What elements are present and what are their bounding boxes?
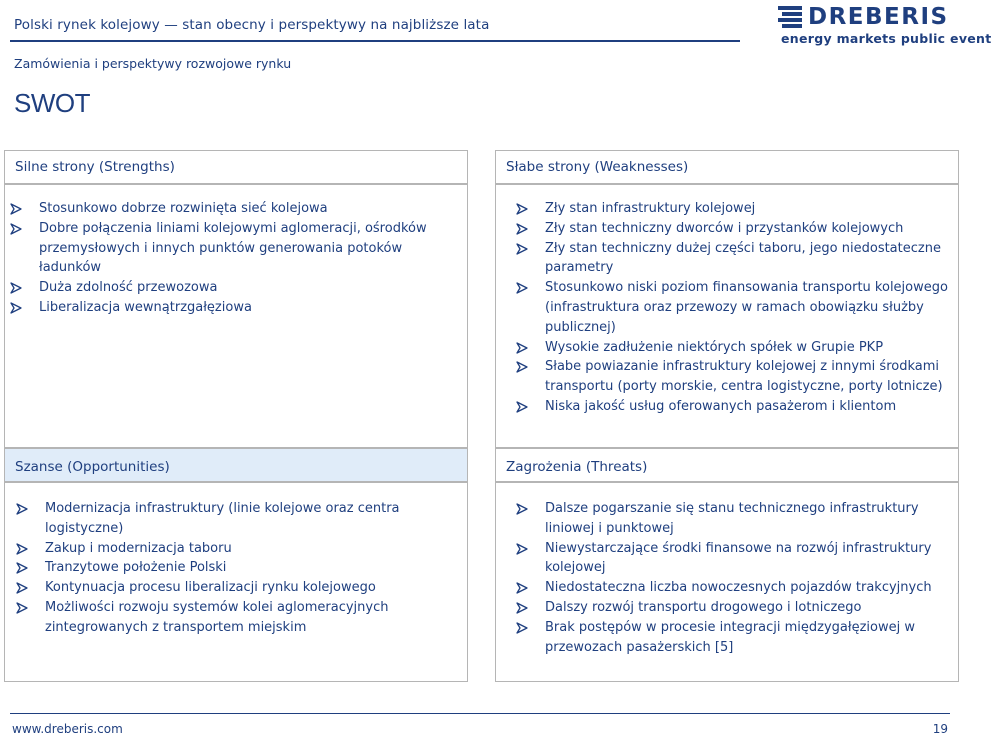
list-item	[5, 199, 455, 219]
arrow-bullet-icon	[516, 602, 528, 614]
list-item-text: Niedostateczna liczba nowoczesnych pojazdów trakcyjnych	[545, 580, 932, 596]
list-item-text: Niewystarczające środki finansowe na rozwój infrastruktury kolejowej	[545, 540, 932, 576]
list-item-text: Wysokie zadłużenie niektórych spółek w Grupie PKP	[545, 339, 884, 355]
list-item-text: Możliwości rozwoju systemów kolei aglomeracyjnych zintegrowanych z transportem miejskim	[45, 599, 389, 635]
logo-wordmark: DREBERIS	[808, 4, 949, 30]
arrow-bullet-icon	[516, 543, 528, 555]
page-title: SWOT	[14, 88, 90, 118]
arrow-bullet-icon	[516, 203, 528, 215]
list-item	[11, 578, 451, 598]
list-item	[511, 219, 951, 239]
opportunities-header-box	[4, 448, 468, 482]
arrow-bullet-icon	[16, 602, 28, 614]
list-item	[5, 219, 455, 278]
weaknesses-heading: Słabe strony (Weaknesses)	[506, 159, 689, 175]
arrow-bullet-icon	[516, 243, 528, 255]
strengths-heading: Silne strony (Strengths)	[15, 159, 175, 175]
weaknesses-box	[495, 184, 959, 448]
logo-stripes-icon	[778, 6, 802, 28]
list-item-text: Tranzytowe położenie Polski	[45, 560, 227, 576]
list-item	[511, 499, 951, 539]
arrow-bullet-icon	[16, 543, 28, 555]
list-item	[11, 499, 451, 539]
list-item-text: Dalsze pogarszanie się stanu technicznego infrastruktury liniowej i punktowej	[545, 501, 919, 536]
weaknesses-header-box	[495, 150, 959, 184]
arrow-bullet-icon	[10, 223, 22, 235]
opportunities-list	[11, 499, 451, 638]
footer-divider	[10, 713, 950, 714]
arrow-bullet-icon	[10, 203, 22, 215]
opportunities-heading: Szanse (Opportunities)	[15, 459, 170, 475]
list-item-text: Dobre połączenia liniami kolejowymi aglomeracji, ośrodków przemysłowych i innych punktów generowania potoków ładunków	[39, 220, 427, 276]
strengths-header-box	[4, 150, 468, 184]
presentation-title: Polski rynek kolejowy — stan obecny i perspektywy na najbliższe lata	[14, 17, 490, 33]
arrow-bullet-icon	[516, 282, 528, 294]
list-item-text: Stosunkowo dobrze rozwinięta sieć kolejowa	[39, 201, 328, 216]
list-item	[511, 278, 951, 337]
list-item-text: Niska jakość usług oferowanych pasażerom i klientom	[545, 398, 897, 414]
header-divider	[10, 40, 740, 42]
arrow-bullet-icon	[516, 223, 528, 235]
arrow-bullet-icon	[16, 582, 28, 594]
logo-tagline: energy markets public event	[781, 31, 992, 46]
list-item	[511, 357, 951, 397]
list-item-text: Słabe powiazanie infrastruktury kolejowej z innymi środkami transportu (porty morskie, centra logistyczne, porty lotnicze)	[545, 359, 943, 395]
list-item	[11, 558, 451, 578]
list-item	[511, 618, 951, 658]
opportunities-box	[4, 482, 468, 682]
arrow-bullet-icon	[516, 401, 528, 413]
list-item-text: Duża zdolność przewozowa	[39, 280, 218, 296]
list-item	[5, 298, 455, 318]
list-item-text: Zakup i modernizacja taboru	[45, 540, 232, 556]
list-item-text: Liberalizacja wewnątrzgałęziowa	[39, 299, 252, 315]
arrow-bullet-icon	[516, 582, 528, 594]
threats-header-box	[495, 448, 959, 482]
arrow-bullet-icon	[516, 361, 528, 373]
arrow-bullet-icon	[516, 622, 528, 634]
strengths-list	[5, 199, 455, 318]
list-item	[511, 199, 951, 219]
strengths-box	[4, 184, 468, 448]
threats-box	[495, 482, 959, 682]
arrow-bullet-icon	[10, 302, 22, 314]
arrow-bullet-icon	[516, 503, 528, 515]
list-item	[511, 598, 951, 618]
footer-website: www.dreberis.com	[12, 722, 123, 736]
arrow-bullet-icon	[516, 342, 528, 354]
list-item-text: Zły stan techniczny dworców i przystanków kolejowych	[545, 220, 904, 236]
list-item-text: Stosunkowo niski poziom finansowania transportu kolejowego (infrastruktura oraz przewozy w ramach obowiązku służby publicznej)	[545, 280, 948, 335]
list-item-text: Modernizacja infrastruktury (linie kolejowe oraz centra logistyczne)	[45, 501, 400, 536]
threats-list	[511, 499, 951, 657]
list-item-text: Brak postępów w procesie integracji międzygałęziowej w przewozach pasażerskich [5]	[545, 619, 915, 655]
list-item	[511, 539, 951, 579]
page-number: 19	[932, 722, 948, 736]
list-item	[511, 578, 951, 598]
list-item	[511, 239, 951, 279]
arrow-bullet-icon	[16, 503, 28, 515]
threats-heading: Zagrożenia (Threats)	[506, 459, 648, 475]
list-item	[11, 598, 451, 638]
list-item-text: Zły stan techniczny dużej części taboru, jego niedostateczne parametry	[545, 240, 941, 276]
list-item	[511, 338, 951, 358]
list-item	[11, 539, 451, 559]
list-item	[5, 278, 455, 298]
list-item	[511, 397, 951, 417]
section-subtitle: Zamówienia i perspektywy rozwojowe rynku	[14, 56, 292, 71]
arrow-bullet-icon	[10, 282, 22, 294]
list-item-text: Kontynuacja procesu liberalizacji rynku kolejowego	[45, 580, 376, 596]
list-item-text: Dalszy rozwój transportu drogowego i lotniczego	[545, 599, 862, 615]
dreberis-logo	[778, 4, 992, 46]
weaknesses-list	[511, 199, 951, 417]
list-item-text: Zły stan infrastruktury kolejowej	[545, 201, 756, 216]
arrow-bullet-icon	[16, 562, 28, 574]
